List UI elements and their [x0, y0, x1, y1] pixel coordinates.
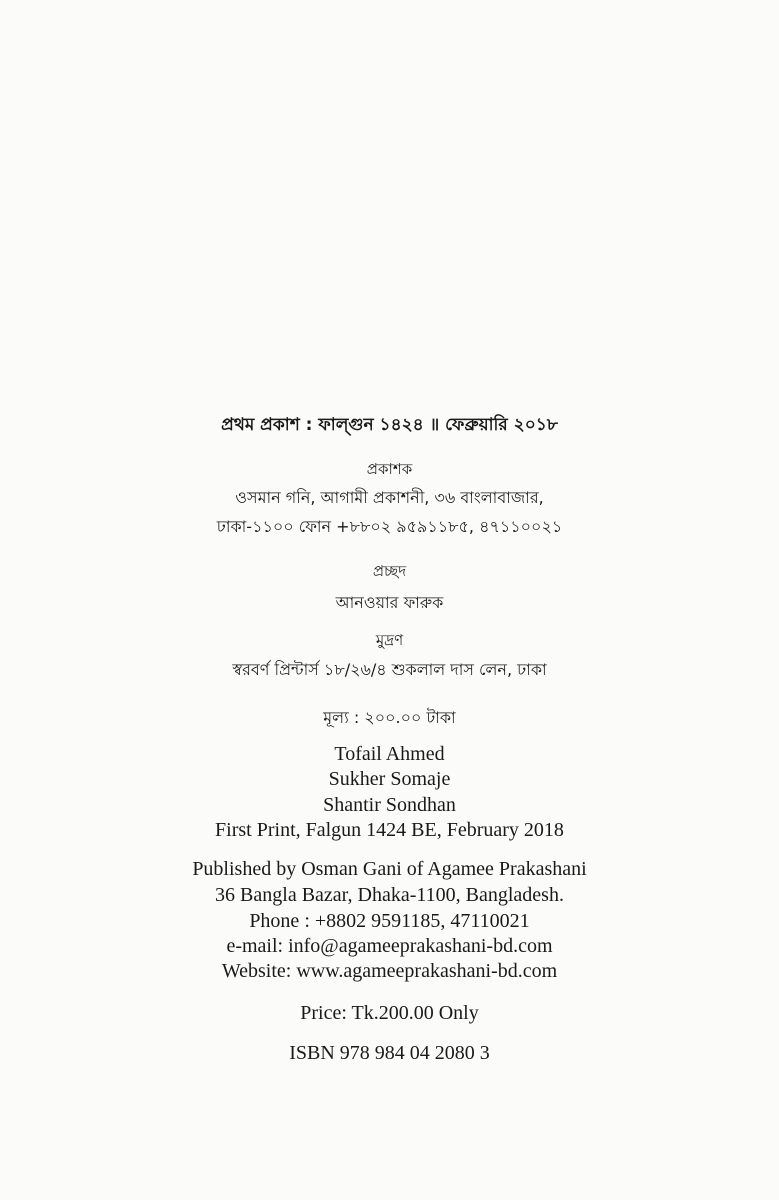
address-line: 36 Bangla Bazar, Dhaka-1100, Bangladesh. [215, 884, 564, 906]
author-name: Tofail Ahmed [334, 743, 445, 765]
book-title-line-1: Sukher Somaje [328, 768, 451, 790]
first-edition-line: প্রথম প্রকাশ : ফাল্গুন ১৪২৪ ॥ ফেব্রুয়ারি ২০১৮ [221, 415, 558, 435]
publisher-label: প্রকাশক [366, 460, 413, 478]
book-title-line-2: Shantir Sondhan [323, 794, 456, 816]
first-print-line: First Print, Falgun 1424 BE, February 2018 [215, 819, 564, 841]
phone-line: Phone : +8802 9591185, 47110021 [249, 910, 530, 932]
cover-label: প্রচ্ছদ [372, 562, 407, 580]
publisher-line-2: ঢাকা-১১০০ ফোন +৮৮০২ ৯৫৯১১৮৫, ৪৭১১০০২১ [216, 517, 563, 536]
published-by-line: Published by Osman Gani of Agamee Prakashani [192, 858, 587, 880]
isbn-line: ISBN 978 984 04 2080 3 [289, 1042, 490, 1064]
bengali-price: মূল্য : ২০০.০০ টাকা [323, 708, 456, 727]
english-price: Price: Tk.200.00 Only [300, 1002, 479, 1024]
printing-label: মুদ্রণ [375, 631, 404, 649]
cover-artist: আনওয়ার ফারুক [335, 593, 444, 612]
printer-line: স্বরবর্ণ প্রিন্টার্স ১৮/২৬/৪ শুকলাল দাস লেন, ঢাকা [232, 660, 547, 679]
email-line: e-mail: info@agameeprakashani-bd.com [226, 935, 553, 957]
website-line: Website: www.agameeprakashani-bd.com [221, 960, 558, 982]
publisher-line-1: ওসমান গনি, আগামী প্রকাশনী, ৩৬ বাংলাবাজার, [235, 488, 544, 507]
